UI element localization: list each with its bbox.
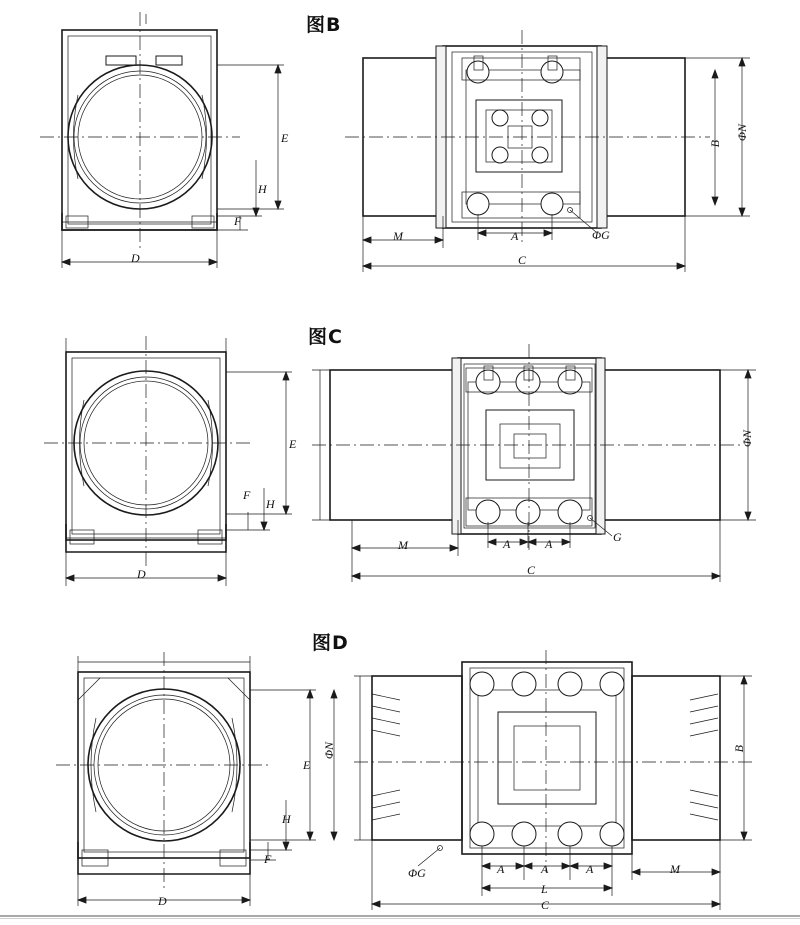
fig-b-dim-C: C [518, 253, 527, 267]
fig-b-dim-PhiN: ΦN [735, 124, 749, 142]
fig-b-right-view [345, 30, 750, 272]
fig-c-dim-C: C [527, 563, 536, 577]
fig-d-dim-H: H [282, 812, 291, 826]
fig-b-dim-E: E [281, 131, 289, 145]
fig-d-dim-A3: A [586, 862, 594, 876]
fig-c-dim-M: M [398, 538, 408, 552]
fig-d-dim-A2: A [541, 862, 549, 876]
fig-d-dim-PhiN: ΦN [322, 742, 336, 760]
fig-c-left-view [44, 336, 292, 586]
figure-label-b: 图B [306, 14, 342, 36]
fig-b-dim-F: F [234, 214, 242, 228]
fig-d-dim-M: M [670, 862, 680, 876]
fig-d-dim-E: E [303, 758, 311, 772]
fig-b-dim-D: D [131, 251, 140, 265]
fig-d-dim-PhiG: ΦG [408, 866, 426, 880]
fig-d-dim-B: B [732, 745, 746, 753]
fig-d-dim-D: D [158, 894, 167, 908]
fig-c-dim-A2: A [545, 537, 553, 551]
fig-c-dim-F: F [243, 488, 251, 502]
fig-c-dim-E: E [289, 437, 297, 451]
fig-d-left-view [56, 652, 337, 906]
figure-label-d: 图D [312, 632, 349, 654]
footer-divider [0, 918, 800, 919]
fig-b-dim-A: A [511, 229, 519, 243]
fig-d-dim-C: C [541, 898, 550, 912]
fig-b-dim-PhiG: ΦG [592, 228, 610, 242]
fig-c-dim-PhiN: ΦN [740, 430, 754, 448]
fig-d-dim-F: F [264, 852, 272, 866]
fig-b-left-view [40, 12, 284, 268]
fig-b-dim-B: B [708, 140, 722, 148]
fig-d-dim-L: L [541, 882, 548, 896]
fig-c-dim-G: G [613, 530, 622, 544]
fig-b-dim-H: H [258, 182, 267, 196]
fig-c-dim-D: D [137, 567, 146, 581]
fig-c-dim-A1: A [503, 537, 511, 551]
fig-d-dim-A1: A [497, 862, 505, 876]
fig-b-dim-M: M [393, 229, 403, 243]
fig-c-right-view [312, 344, 756, 582]
fig-c-dim-H: H [266, 497, 275, 511]
figure-label-c: 图C [308, 326, 343, 348]
